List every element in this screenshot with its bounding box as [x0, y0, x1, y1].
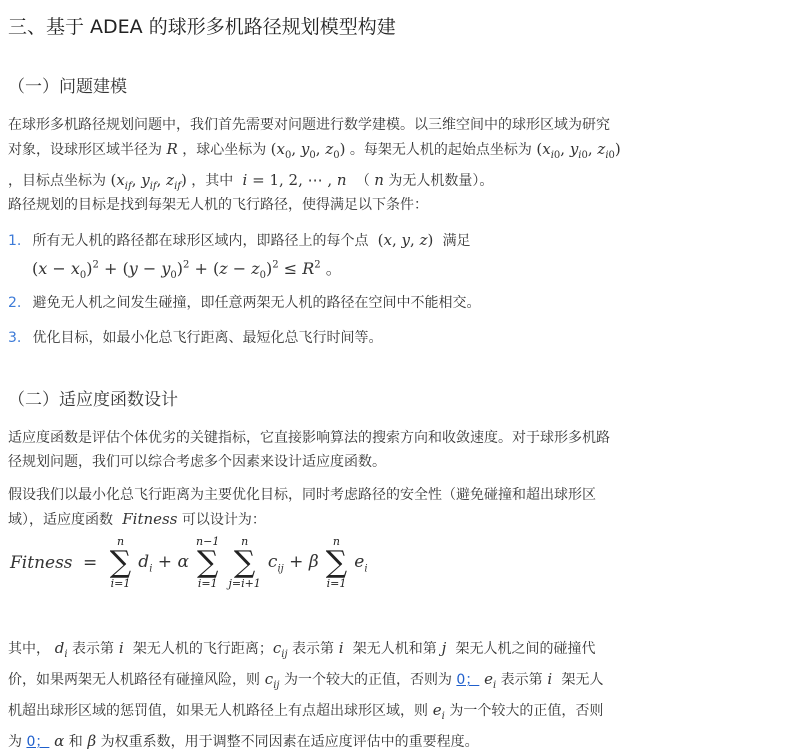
- sphere-constraint-formula: $(x - x_0)^2 + (y - y_0)^2 + (z - z_0)^2 \le R^2$ 。: [32, 259, 342, 282]
- zero-link[interactable]: 0；: [26, 734, 50, 750]
- text-segment: ，球心坐标为: [182, 142, 267, 158]
- text-line: 其中， $d_i$ 表示第 i 架无人机的飞行距离；$c_{ij}$ 表示第 i 架无人机和第 j 架无人机之间的碰撞代: [8, 639, 596, 660]
- text-line: 径规划问题，我们可以综合考虑多个因素来设计适应度函数。: [8, 454, 386, 470]
- list-number: 3.: [8, 330, 22, 346]
- math-start-point: ($x_{i0}$, $y_{i0}$, $z_{i0}$): [536, 140, 621, 161]
- list-item-2: [8, 291, 480, 315]
- text-segment: （: [355, 173, 370, 189]
- math-R: R: [166, 140, 178, 158]
- paragraph-goal: 路径规划的目标是找到每架无人机的飞行路径，使得满足以下条件：: [8, 197, 428, 213]
- list-item-1: [8, 228, 471, 253]
- list-text: 所有无人机的路径都在球形区域内，即路径上的每个点: [32, 233, 369, 249]
- text-segment: 对象，设球形区域半径为: [8, 142, 162, 158]
- paragraph-explanation: [8, 636, 718, 754]
- formula-lhs: Fitness: [10, 553, 73, 573]
- list-number: 2.: [8, 295, 22, 311]
- list-text: 避免无人机之间发生碰撞，即任意两架无人机的路径在空间中不能相交。: [32, 295, 481, 311]
- list-item-3: [8, 326, 382, 350]
- math-fitness: Fitness: [122, 510, 178, 528]
- math-index-range: i = 1, 2, ⋯ , n: [242, 171, 347, 189]
- math-n: n: [374, 171, 384, 189]
- list-text: 满足: [442, 233, 471, 249]
- fitness-formula: Fitness = n ∑ i=1 $d_i + \alpha$ n−1 ∑ i=1 n ∑ j=i+1 $c_{ij} + \beta$ n ∑ i=1 $e_i$: [10, 535, 368, 590]
- sum-symbol: n−1 ∑ i=1: [196, 535, 220, 590]
- list-text: 优化目标，如最小化总飞行距离、最短化总飞行时间等。: [32, 330, 383, 346]
- section-heading-1: （一）问题建模: [8, 77, 127, 97]
- paragraph-fitness-intro: [8, 426, 708, 474]
- text-line: 机超出球形区域的惩罚值，如果无人机路径上有点超出球形区域，则 $e_i$ 为一个较大的正值，否则: [8, 701, 604, 722]
- math-point: (x, y, z): [372, 231, 439, 249]
- text-line: 假设我们以最小化总飞行距离为主要优化目标，同时考虑路径的安全性（避免碰撞和超出球形区: [8, 487, 596, 503]
- paragraph-problem-modeling: [8, 113, 708, 199]
- text-segment: 为无人机数量）。: [388, 173, 494, 189]
- section-heading-2: （二）适应度函数设计: [8, 390, 178, 410]
- text-segment: 。每架无人机的起始点坐标为: [349, 142, 532, 158]
- sum-symbol: n ∑ j=i+1: [228, 535, 261, 590]
- zero-link[interactable]: 0；: [456, 672, 480, 688]
- text-line: 为 0； α 和 β 为权重系数，用于调整不同因素在适应度评估中的重要程度。: [8, 732, 479, 750]
- text-line: [8, 137, 708, 168]
- math-goal-point: ($x_{if}$, $y_{if}$, $z_{if}$): [110, 171, 187, 192]
- text-line: [8, 507, 708, 532]
- sum-symbol: n ∑ i=1: [325, 535, 348, 590]
- text-segment: 可以设计为：: [181, 512, 266, 528]
- text-segment: 域），适应度函数: [8, 512, 113, 528]
- text-line: 适应度函数是评估个体优劣的关键指标，它直接影响算法的搜索方向和收敛速度。对于球形多机路: [8, 430, 610, 446]
- list-number: 1.: [8, 233, 22, 249]
- text-segment: ，目标点坐标为: [8, 173, 106, 189]
- text-segment: ，其中: [191, 173, 234, 189]
- sum-symbol: n ∑ i=1: [109, 535, 132, 590]
- math-center: ($x_0$, $y_0$, $z_0$): [270, 140, 346, 161]
- paragraph-fitness-assumption: [8, 483, 708, 532]
- text-line: 在球形多机路径规划问题中，我们首先需要对问题进行数学建模。以三维空间中的球形区域为研究: [8, 117, 610, 133]
- page-title: 三、基于 ADEA 的球形多机路径规划模型构建: [8, 16, 396, 38]
- text-line: 价，如果两架无人机路径有碰撞风险，则 $c_{ij}$ 为一个较大的正值，否则为 0； $e_i$ 表示第 i 架无人: [8, 670, 604, 691]
